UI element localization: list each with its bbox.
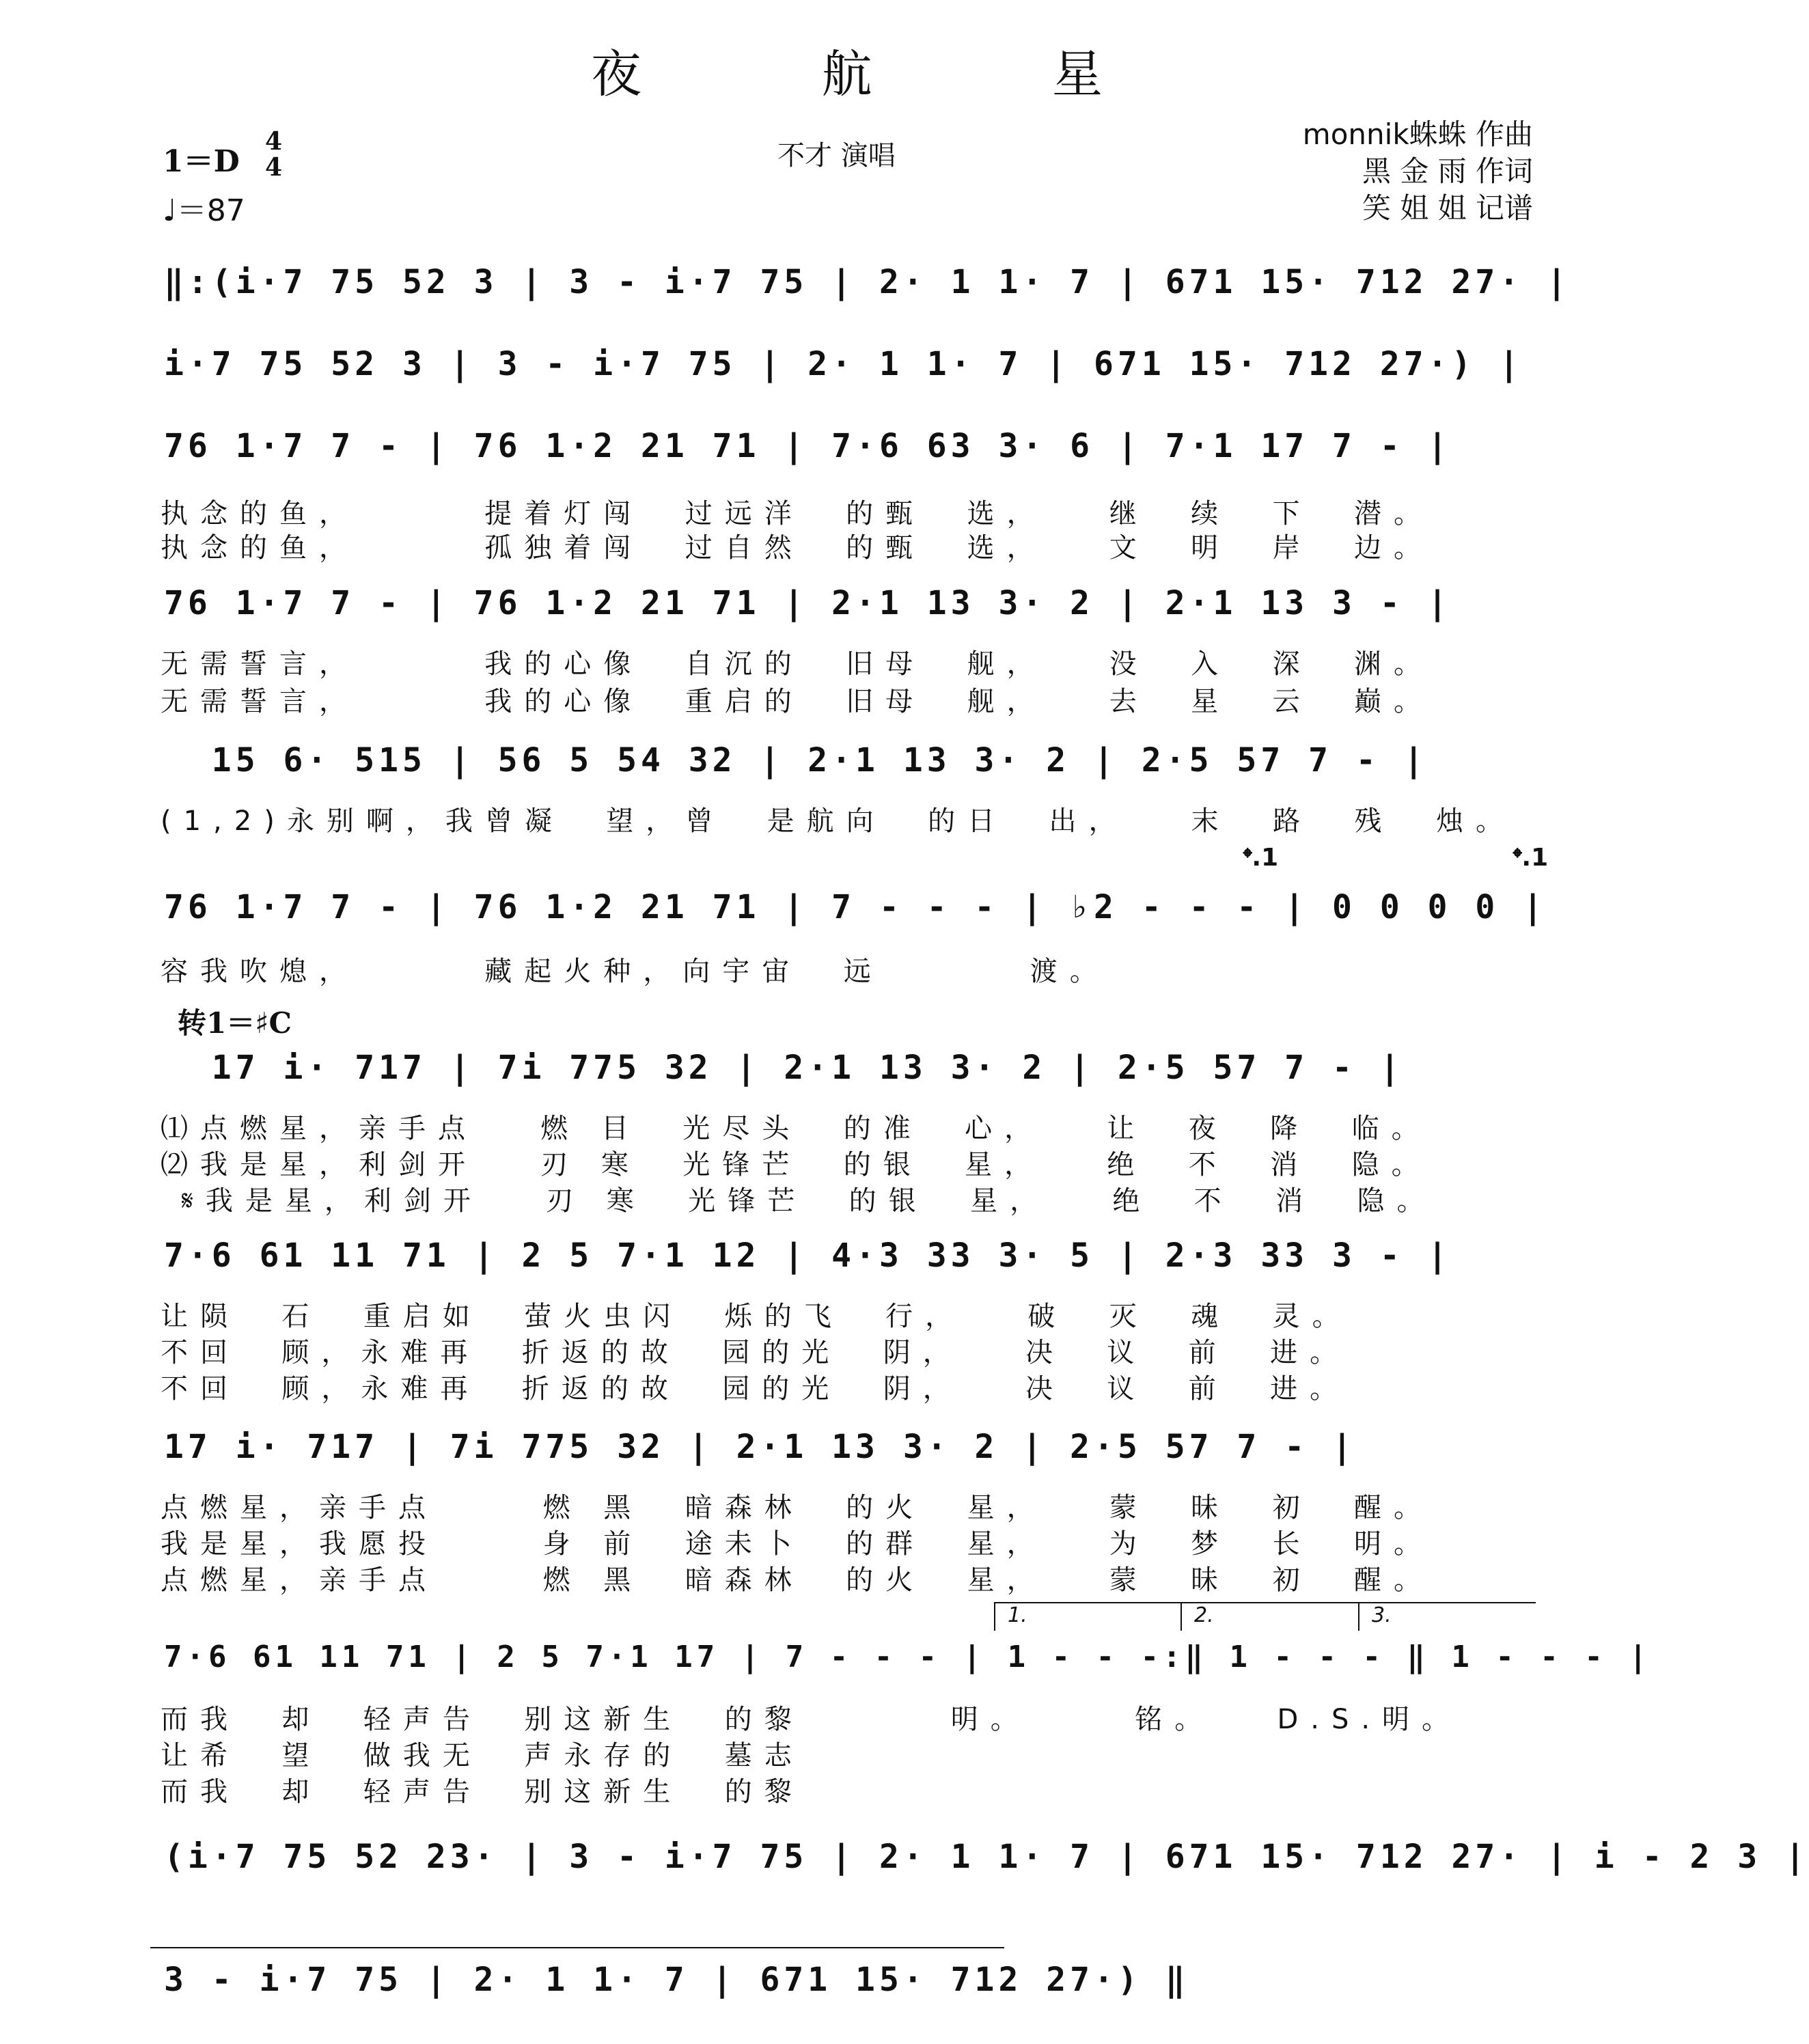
ending-1-label: 1.	[1008, 1603, 1027, 1627]
notation-line	[164, 263, 1571, 311]
notation-text: i·7 75 52 3 | 3 - i·7 75 | 2· 1 1· 7 | 671 15· 712 27·) |	[164, 345, 1523, 383]
notation-text: 17 i· 717 | 7i 775 32 | 2·1 13 3· 2 | 2·5 57 7 - |	[164, 1428, 1356, 1466]
lyric-line-1: 执念的鱼， 提着灯闯 过远洋 的甄 选， 继 续 下 潜。	[161, 498, 1434, 529]
performer-credit: 不才 演唱	[777, 140, 896, 171]
lyric-line-2: 我是星，我愿投 身 前 途未卜 的群 星， 为 梦 长 明。	[161, 1528, 1434, 1560]
tempo-marking: ♩＝87	[163, 193, 245, 228]
lyric-line-1: 让陨 石 重启如 萤火虫闪 烁的飞 行， 破 灭 魂 灵。	[161, 1301, 1352, 1332]
notation-line	[164, 888, 1547, 936]
notation-text: 76 1·7 7 - | 76 1·2 21 71 | 2·1 13 3· 2 | 2·1 13 3 - |	[164, 584, 1452, 622]
lyric-line-2: 让希 望 做我无 声永存的 墓志	[161, 1740, 804, 1771]
ending-2-label: 2.	[1194, 1603, 1214, 1627]
time-signature-top: 4	[265, 127, 283, 156]
lyric-line-3: 点燃星，亲手点 燃 黑 暗森林 的火 星， 蒙 昧 初 醒。	[161, 1564, 1434, 1596]
notation-text: 76 1·7 7 - | 76 1·2 21 71 | 7 - - - | ♭2 - - - | 0 0 0 0 |	[164, 888, 1547, 926]
lyric-line-1: (1,2)永别啊，我曾凝 望，曾 是航向 的日 出， 末 路 残 烛。	[161, 805, 1515, 837]
notation-line	[164, 1838, 1809, 1886]
coda-mark: 𝄌.1	[1513, 844, 1549, 872]
notation-line	[164, 1237, 1526, 1284]
ending-3-bracket	[1358, 1602, 1536, 1631]
time-signature-bottom: 4	[265, 153, 283, 182]
notation-text: 76 1·7 7 - | 76 1·2 21 71 | 7·6 63 3· 6 | 7·1 17 7 - |	[164, 427, 1452, 465]
repeat-bracket-line	[150, 1947, 1004, 1948]
composer-credit: monnik蛛蛛 作曲	[1302, 118, 1533, 151]
lyric-line-1: 容我吹熄， 藏起火种，向宇宙 远 渡。	[161, 956, 1109, 987]
lyric-line-3: 而我 却 轻声告 别这新生 的黎	[161, 1776, 804, 1808]
transcriber-credit: 笑 姐 姐 记谱	[1362, 191, 1533, 225]
lyric-line-2: ⑵我是星，利剑开 刃 寒 光锋芒 的银 星， 绝 不 消 隐。	[161, 1149, 1431, 1180]
notation-text: 17 i· 717 | 7i 775 32 | 2·1 13 3· 2 | 2·5 57 7 - |	[164, 1049, 1404, 1087]
lyric-line-1: 无需誓言， 我的心像 自沉的 旧母 舰， 没 入 深 渊。	[161, 648, 1434, 680]
lyric-line-2: 无需誓言， 我的心像 重启的 旧母 舰， 去 星 云 巅。	[161, 686, 1434, 717]
notation-line	[164, 1640, 1651, 1687]
notation-text: ‖:(i·7 75 52 3 | 3 - i·7 75 | 2· 1 1· 7 | 671 15· 712 27· |	[164, 263, 1571, 301]
key-change-mark: 转1＝♯C	[178, 1006, 292, 1040]
ending-1-bracket	[994, 1602, 1185, 1631]
lyric-line-2: 不回 顾，永难再 折返的故 园的光 阴， 决 议 前 进。	[161, 1337, 1350, 1368]
notation-line	[164, 584, 1526, 632]
lyricist-credit: 黑 金 雨 作词	[1362, 154, 1533, 188]
lyric-line-2: 执念的鱼， 孤独着闯 过自然 的甄 选， 文 明 岸 边。	[161, 532, 1434, 564]
coda-mark: 𝄌.1	[1243, 844, 1279, 872]
notation-text: 7·6 61 11 71 | 2 5 7·1 12 | 4·3 33 3· 5 | 2·3 33 3 - |	[164, 1237, 1452, 1275]
notation-text: 15 6· 515 | 56 5 54 32 | 2·1 13 3· 2 | 2·5 57 7 - |	[164, 741, 1428, 779]
key-signature: 1＝D	[163, 144, 240, 179]
lyric-line-3: 不回 顾，永难再 折返的故 园的光 阴， 决 议 前 进。	[161, 1373, 1350, 1405]
notation-line	[164, 427, 1526, 475]
notation-line	[164, 741, 1526, 789]
notation-text: 3 - i·7 75 | 2· 1 1· 7 | 671 15· 712 27·) ‖	[164, 1961, 1189, 1999]
notation-text: 7·6 61 11 71 | 2 5 7·1 17 | 7 - - - | 1 - - -:‖ 1 - - - ‖ 1 - - - |	[164, 1640, 1651, 1674]
ending-3-label: 3.	[1372, 1603, 1392, 1627]
notation-text: (i·7 75 52 23· | 3 - i·7 75 | 2· 1 1· 7 | 671 15· 712 27· | i - 2 3 |	[164, 1838, 1809, 1876]
lyric-line-1: ⑴点燃星，亲手点 燃 目 光尽头 的准 心， 让 夜 降 临。	[161, 1113, 1431, 1144]
ending-2-bracket	[1180, 1602, 1362, 1631]
lyric-line-1: 而我 却 轻声告 别这新生 的黎 明。 铭。 D.S.明。	[161, 1704, 1462, 1735]
song-title: 夜 航 星	[590, 45, 1185, 104]
notation-line	[164, 345, 1526, 393]
lyric-line-3: 𝄋我是星，利剑开 刃 寒 光锋芒 的银 星， 绝 不 消 隐。	[161, 1185, 1437, 1217]
lyric-line-1: 点燃星，亲手点 燃 黑 暗森林 的火 星， 蒙 昧 初 醒。	[161, 1492, 1434, 1523]
notation-line	[164, 1049, 1526, 1096]
notation-line	[164, 1428, 1526, 1476]
notation-line	[164, 1961, 1189, 2008]
credits-block	[1303, 116, 1533, 227]
